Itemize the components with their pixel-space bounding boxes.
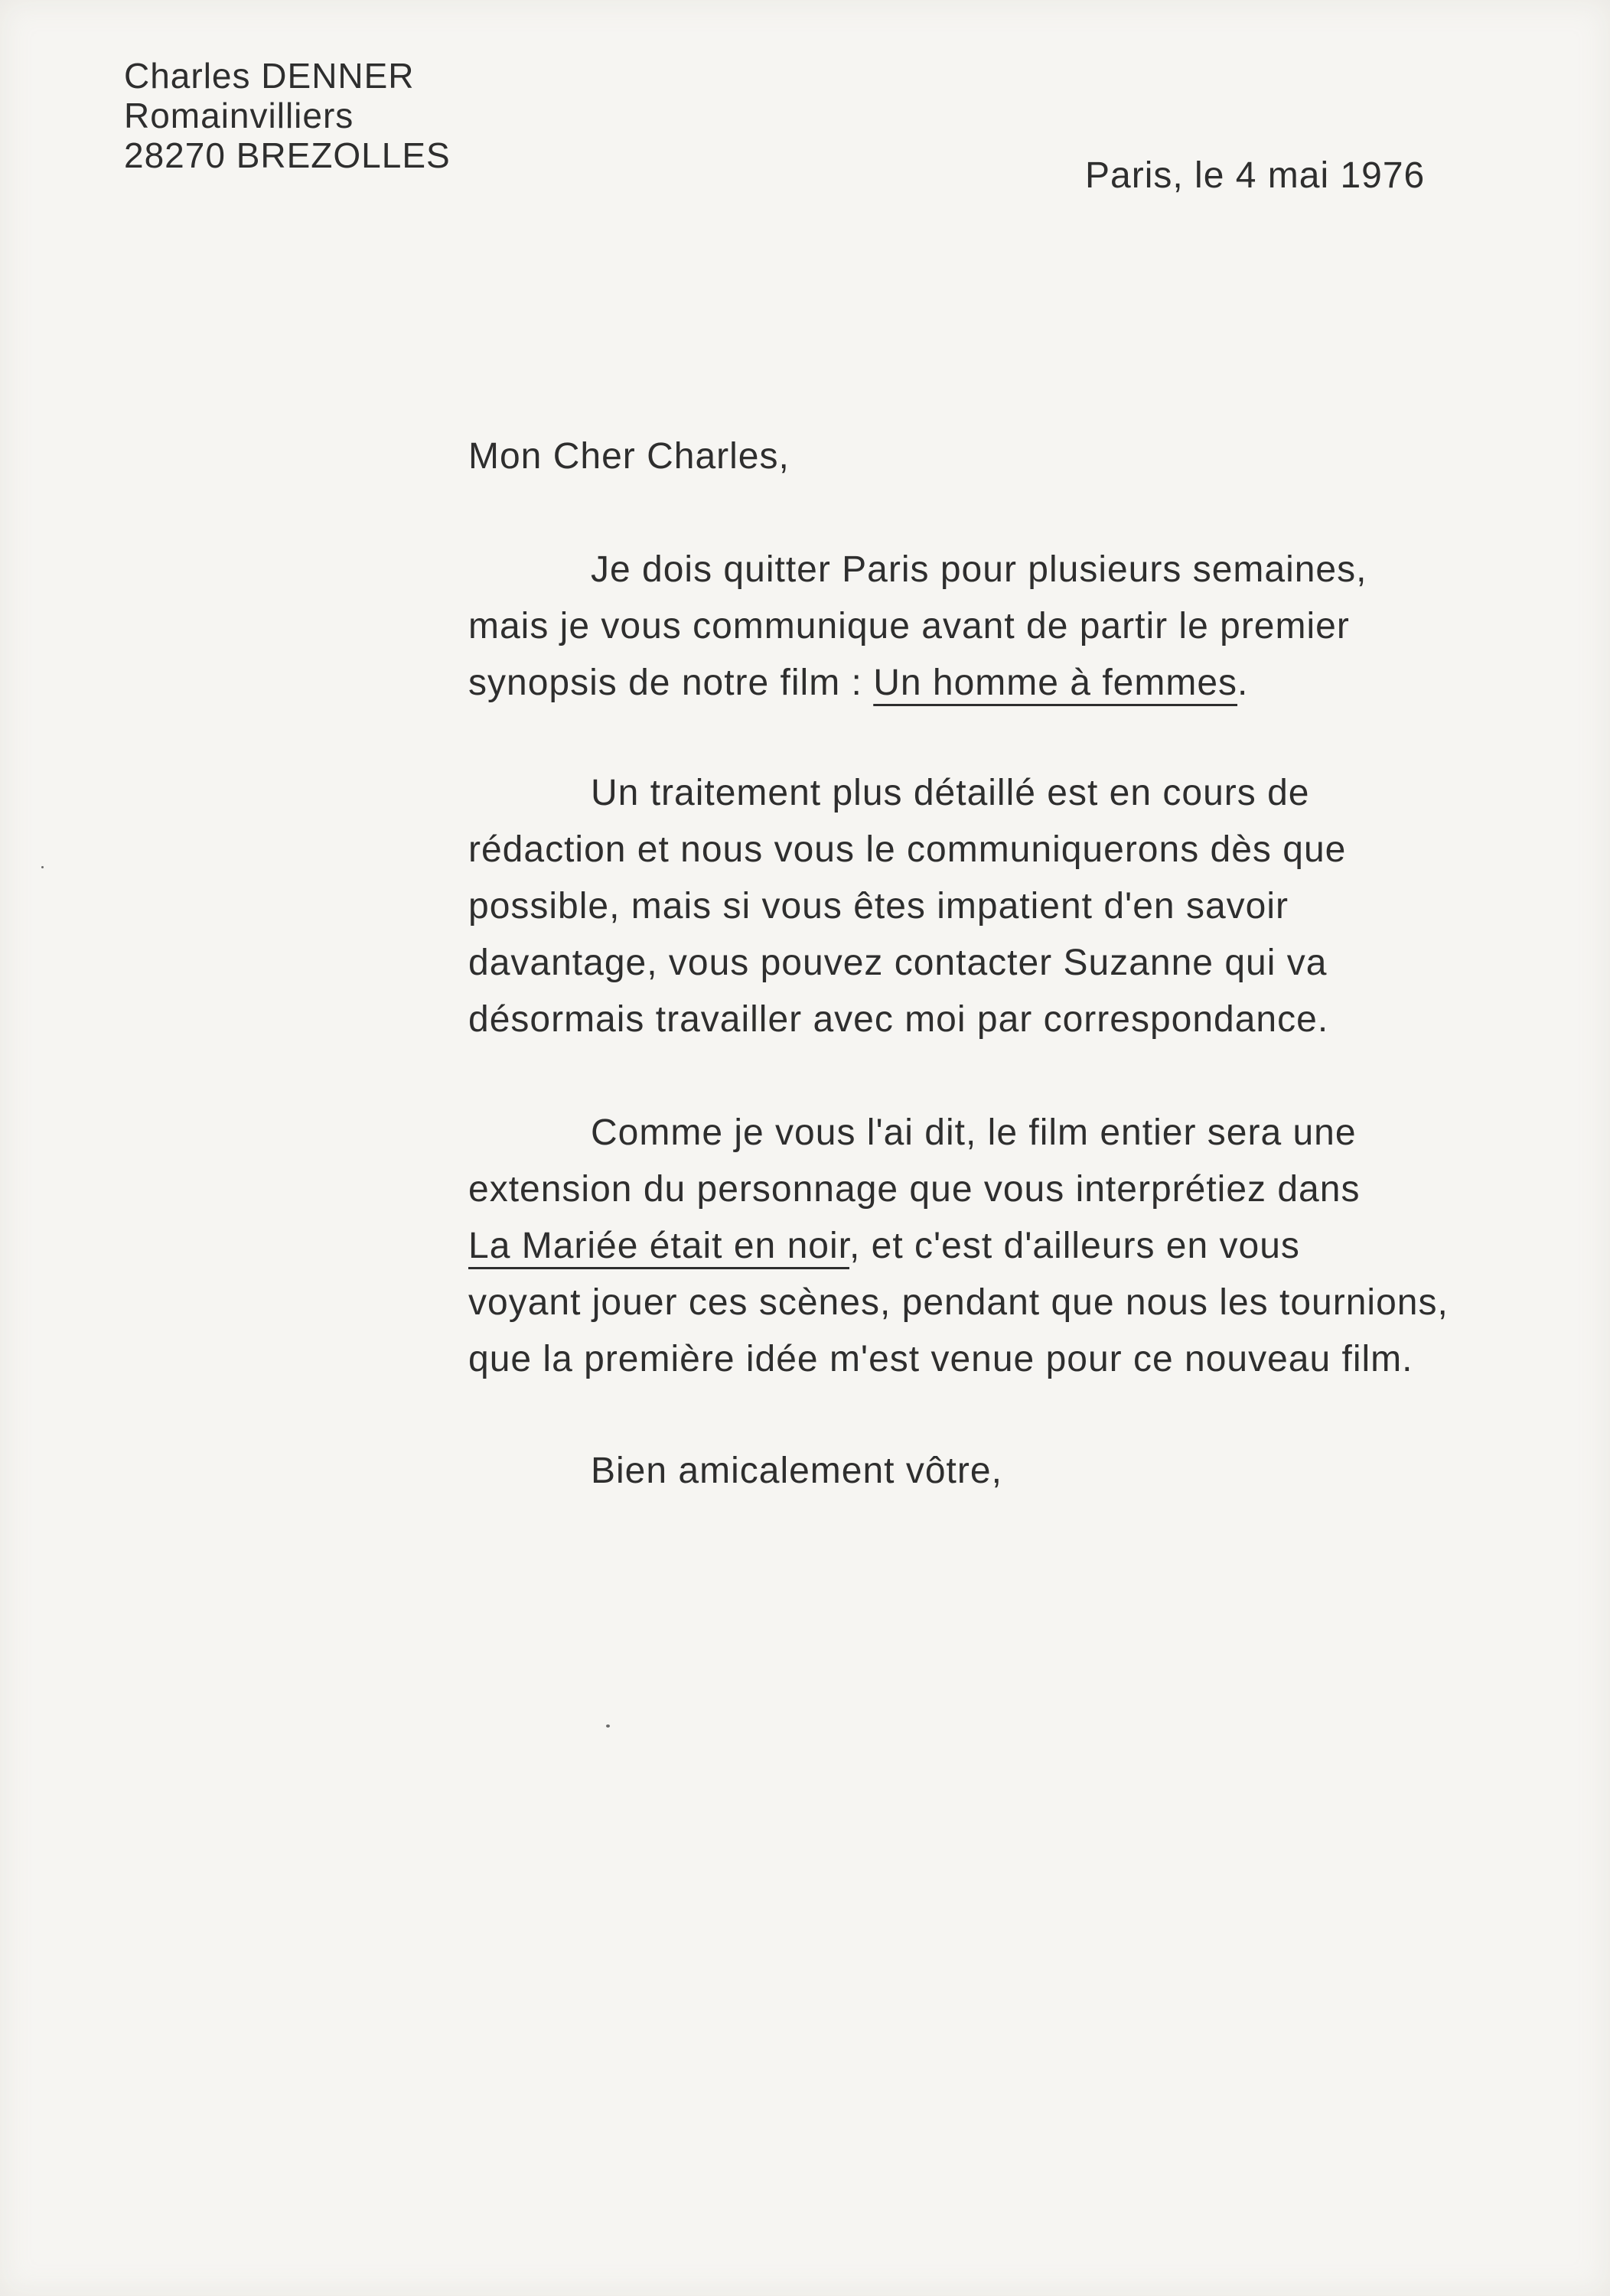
paragraph-line: rédaction et nous vous le communiquerons dès que bbox=[468, 829, 1347, 870]
sender-address bbox=[124, 57, 491, 179]
closing: Bien amicalement vôtre, bbox=[591, 1451, 1002, 1491]
line-text: . bbox=[1237, 663, 1249, 703]
sender-locality: Romainvilliers bbox=[124, 96, 354, 135]
line-text: synopsis de notre film : bbox=[468, 663, 874, 703]
paper-speck bbox=[41, 866, 44, 868]
letter-date: Paris, le 4 mai 1976 bbox=[1085, 155, 1426, 196]
paragraph-line: désormais travailler avec moi par correspondance. bbox=[468, 999, 1329, 1040]
paragraph-3 bbox=[468, 1105, 1449, 1388]
film-title-underlined: Un homme à femmes bbox=[873, 663, 1238, 703]
sender-postal-city: 28270 BREZOLLES bbox=[124, 135, 451, 175]
paragraph-line: extension du personnage que vous interprétiez dans bbox=[468, 1169, 1361, 1210]
sender-name: Charles DENNER bbox=[124, 56, 415, 96]
salutation: Mon Cher Charles, bbox=[468, 436, 790, 477]
paragraph-line: Comme je vous l'ai dit, le film entier sera une bbox=[591, 1112, 1357, 1153]
film-title-underlined: La Mariée était en noir bbox=[468, 1226, 849, 1266]
paragraph-line: mais je vous communique avant de partir le premier bbox=[468, 606, 1350, 646]
paragraph-1 bbox=[468, 542, 1367, 712]
paragraph-line: que la première idée m'est venue pour ce nouveau film. bbox=[468, 1339, 1413, 1379]
paragraph-2 bbox=[468, 765, 1346, 1048]
line-text: , et c'est d'ailleurs en vous bbox=[849, 1226, 1300, 1266]
paragraph-line: davantage, vous pouvez contacter Suzanne qui va bbox=[468, 943, 1328, 983]
paragraph-line bbox=[468, 655, 1367, 712]
paragraph-line bbox=[468, 1218, 1449, 1275]
paragraph-line: Je dois quitter Paris pour plusieurs semaines, bbox=[591, 549, 1367, 590]
paragraph-line: possible, mais si vous êtes impatient d'en savoir bbox=[468, 886, 1289, 927]
paper-speck bbox=[606, 1724, 610, 1728]
paragraph-line: voyant jouer ces scènes, pendant que nous les tournions, bbox=[468, 1282, 1449, 1323]
paragraph-line: Un traitement plus détaillé est en cours de bbox=[591, 773, 1310, 813]
